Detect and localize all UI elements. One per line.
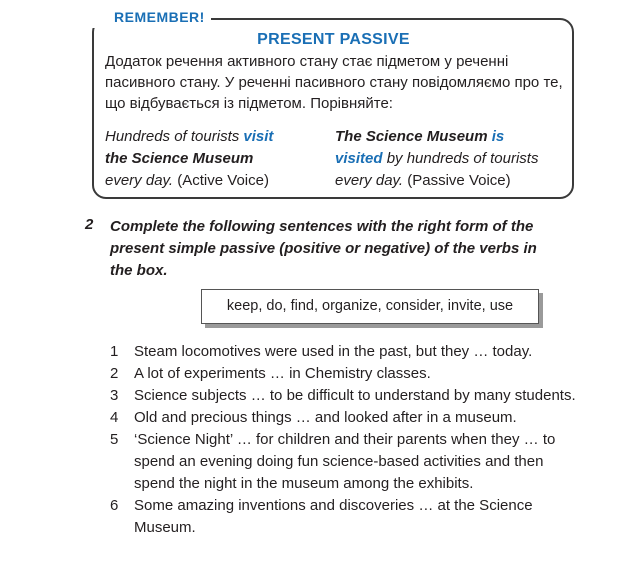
sentence-text: A lot of experiments … in Chemistry classes. [134,365,431,382]
remember-label: REMEMBER! [106,9,211,25]
passive-aux-verb: is [491,128,505,145]
exercise-number: 2 [85,216,94,233]
sentence-number: 4 [110,409,119,426]
rule-title: PRESENT PASSIVE [257,31,410,48]
sentence-number: 3 [110,387,119,404]
passive-subject: The Science Museum [335,128,492,145]
active-voice-example [105,126,315,192]
word-box: keep, do, find, organize, consider, invite, use [201,289,539,324]
sentence-number: 2 [110,365,119,382]
list-item [110,363,580,385]
sentence-text: Steam locomotives were used in the past, but they … today. [134,343,533,360]
sentence-number: 6 [110,497,119,514]
passive-voice-label: (Passive Voice) [403,172,511,189]
passive-participle: visited [335,150,383,167]
sentence-text: Science subjects … to be difficult to understand by many students. [134,387,576,404]
sentence-text: Some amazing inventions and discoveries … at the Science Museum. [134,497,533,536]
sentence-list [110,341,580,539]
passive-voice-example [335,126,565,192]
active-object: the Science Museum [105,150,254,167]
list-item [110,495,580,539]
active-line3-text: every day. [105,172,174,189]
exercise-instruction: Complete the following sentences with the right form of the present simple passive (positive or negative) of the verbs in the box. [110,218,537,279]
list-item [110,429,580,495]
sentence-text: ‘Science Night’ … for children and their parents when they … to spend an evening doing fun science-based activities and then spend the night in the museum among the exhibits. [134,431,556,492]
active-line1-text: Hundreds of tourists [105,128,244,145]
sentence-number: 5 [110,431,119,448]
list-item [110,341,580,363]
list-item [110,407,580,429]
rule-title-row [0,31,627,49]
sentence-text: Old and precious things … and looked after in a museum. [134,409,517,426]
passive-agent: by hundreds of tourists [382,150,539,167]
active-verb: visit [243,128,274,145]
list-item [110,385,580,407]
active-voice-label: (Active Voice) [173,172,269,189]
sentence-number: 1 [110,343,119,360]
rule-text: Додаток речення активного стану стає підметом у реченні пасивного стану. У реченні пасивного стану повідомляємо про те, що відбувається із підметом. Порівняйте: [105,53,563,112]
passive-line3-text: every day. [335,172,404,189]
